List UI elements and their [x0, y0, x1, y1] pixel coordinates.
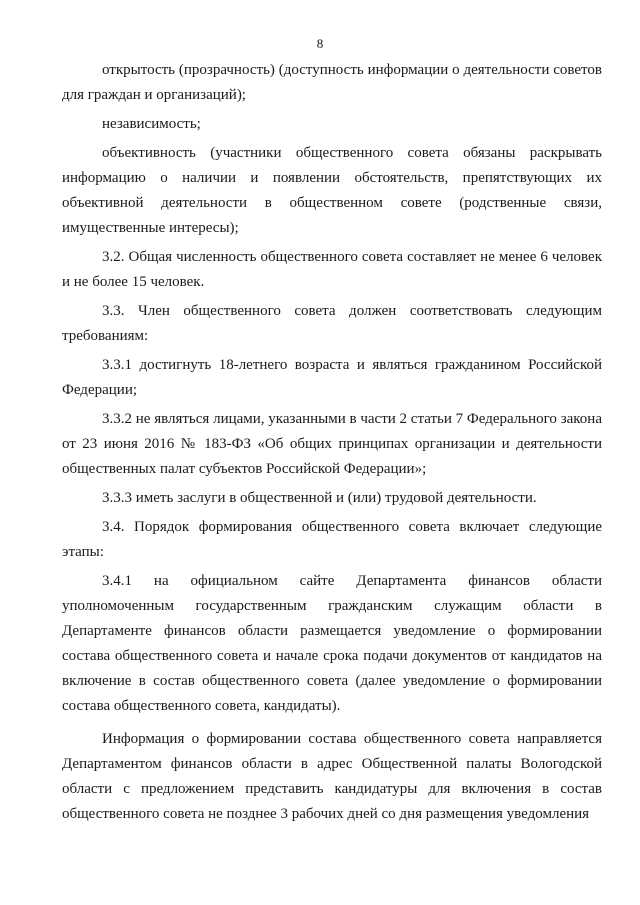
paragraph-3-3-1: 3.3.1 достигнуть 18-летнего возраста и являться гражданином Российской Федерации; — [62, 357, 602, 398]
paragraph-3-4-1: 3.4.1 на официальном сайте Департамента финансов области уполномоченным государственным гражданским служащим области в Департаменте финансов области размещается уведомление о формировании состава общественного совета и начале срока подачи документов от кандидатов на включение в состав общественного совета (далее уведомление о формировании состава общественного совета, кандидаты). — [62, 573, 602, 714]
paragraph-information: Информация о формировании состава общественного совета направляется Департаментом финансов области в адрес Общественной палаты Вологодской области с предложением представить кандидатуры для включения в состав общественного совета не позднее 3 рабочих дней со дня размещения уведомления — [62, 731, 602, 822]
paragraph-3-2: 3.2. Общая численность общественного совета составляет не менее 6 человек и не более 15 человек. — [62, 249, 602, 290]
paragraph-3-3-3: 3.3.3 иметь заслуги в общественной и (или) трудовой деятельности. — [102, 490, 537, 506]
document-body — [62, 58, 602, 831]
page-number: 8 — [316, 36, 324, 51]
paragraph-3-3: 3.3. Член общественного совета должен соответствовать следующим требованиям: — [62, 303, 602, 344]
paragraph-3-4: 3.4. Порядок формирования общественного совета включает следующие этапы: — [62, 519, 602, 560]
paragraph-openness: открытость (прозрачность) (доступность информации о деятельности советов для граждан и организаций); — [62, 62, 602, 103]
paragraph-3-3-2: 3.3.2 не являться лицами, указанными в части 2 статьи 7 Федерального закона от 23 июня 2016 № 183-ФЗ «Об общих принципах организации и деятельности общественных палат субъектов Российской Федерации»; — [62, 411, 602, 477]
paragraph-objectivity: объективность (участники общественного совета обязаны раскрывать информацию о наличии и появлении обстоятельств, препятствующих их объективной деятельности в общественном совете (родственные связи, имущественные интересы); — [62, 145, 602, 236]
paragraph-independence: независимость; — [102, 116, 201, 132]
